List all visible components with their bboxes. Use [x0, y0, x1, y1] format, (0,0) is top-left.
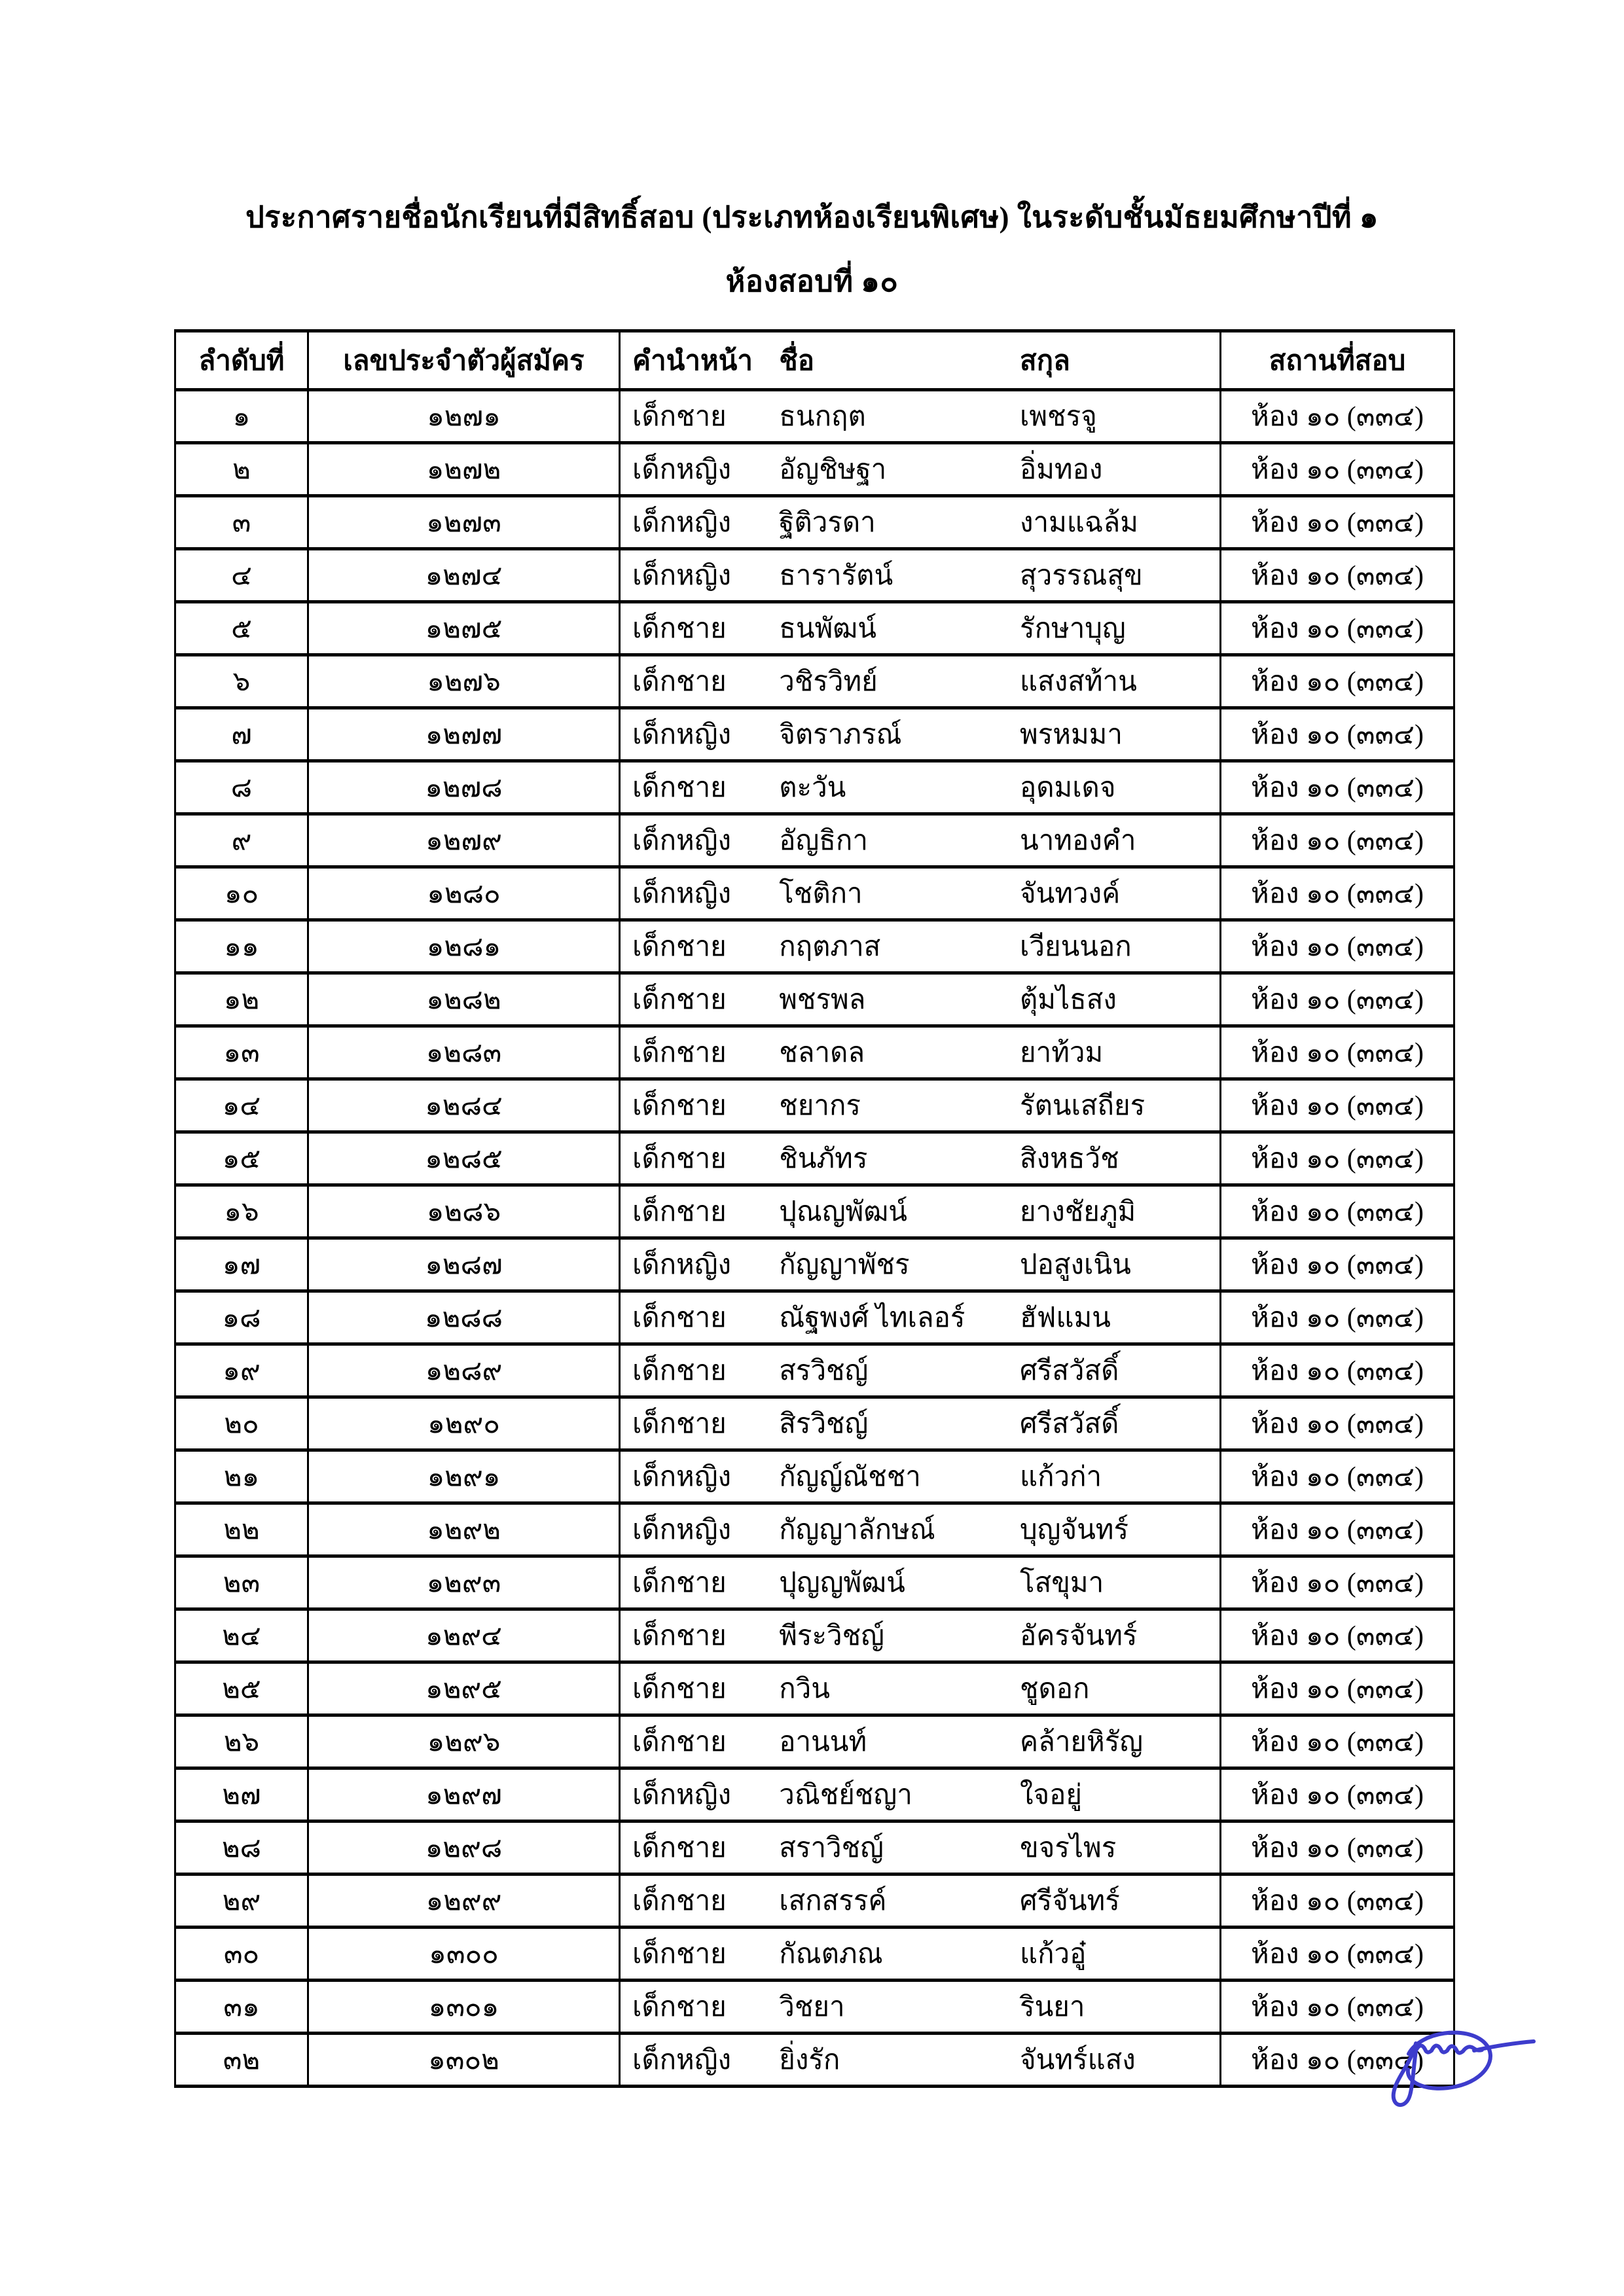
cell-last-name: แสงสท้าน: [1020, 667, 1137, 697]
table-row: [175, 1344, 1454, 1397]
table-row: [175, 1397, 1454, 1450]
cell-exam-location: ห้อง ๑๐ (๓๓๔): [1221, 1981, 1454, 2034]
cell-name-group: [620, 1503, 1221, 1556]
cell-exam-location: ห้อง ๑๐ (๓๓๔): [1221, 2034, 1454, 2087]
cell-prefix: เด็กหญิง: [632, 1515, 732, 1545]
cell-last-name: โสขุมา: [1020, 1568, 1104, 1598]
cell-name-group: [620, 549, 1221, 602]
cell-applicant-id: ๑๒๘๒: [308, 973, 620, 1026]
cell-prefix: เด็กชาย: [632, 985, 727, 1015]
cell-no: ๑๘: [175, 1291, 308, 1344]
cell-name-group: [620, 1662, 1221, 1715]
cell-applicant-id: ๑๒๙๗: [308, 1768, 620, 1821]
cell-applicant-id: ๑๒๘๖: [308, 1185, 620, 1238]
cell-no: ๘: [175, 761, 308, 814]
cell-applicant-id: ๑๒๗๘: [308, 761, 620, 814]
cell-last-name: พรหมมา: [1020, 720, 1123, 750]
cell-no: ๙: [175, 814, 308, 867]
cell-no: ๔: [175, 549, 308, 602]
cell-last-name: ศรีสวัสดิ์: [1020, 1356, 1119, 1386]
cell-first-name: ธนกฤต: [779, 402, 866, 432]
table-row: [175, 1238, 1454, 1291]
cell-last-name: คล้ายหิรัญ: [1020, 1727, 1144, 1757]
cell-name-group: [620, 1026, 1221, 1079]
table-row: [175, 1132, 1454, 1185]
cell-name-group: [620, 1821, 1221, 1874]
cell-applicant-id: ๑๒๗๙: [308, 814, 620, 867]
cell-name-group: [620, 1609, 1221, 1662]
cell-last-name: ขจรไพร: [1020, 1833, 1117, 1863]
cell-last-name: เวียนนอก: [1020, 932, 1132, 962]
table-row: [175, 2034, 1454, 2087]
cell-last-name: ศรีสวัสดิ์: [1020, 1409, 1119, 1439]
cell-first-name: กวิน: [779, 1674, 830, 1704]
cell-first-name: เสกสรรค์: [779, 1886, 887, 1916]
table-row: [175, 761, 1454, 814]
cell-first-name: กัญญาลักษณ์: [779, 1515, 935, 1545]
cell-prefix: เด็กชาย: [632, 667, 727, 697]
cell-last-name: นาทองคำ: [1020, 826, 1136, 856]
cell-no: ๓๑: [175, 1981, 308, 2034]
cell-prefix: เด็กชาย: [632, 1674, 727, 1704]
cell-applicant-id: ๑๒๙๕: [308, 1662, 620, 1715]
cell-applicant-id: ๑๒๗๑: [308, 390, 620, 443]
cell-name-group: [620, 1981, 1221, 2034]
cell-prefix: เด็กชาย: [632, 614, 727, 644]
cell-last-name: อัครจันทร์: [1020, 1621, 1138, 1651]
cell-name-group: [620, 973, 1221, 1026]
cell-exam-location: ห้อง ๑๐ (๓๓๔): [1221, 602, 1454, 655]
cell-first-name: วณิชย์ชญา: [779, 1780, 912, 1810]
cell-last-name: แก้วอู๋: [1020, 1939, 1087, 1969]
cell-prefix: เด็กชาย: [632, 1038, 727, 1068]
table-row: [175, 708, 1454, 761]
cell-last-name: ชูดอก: [1020, 1674, 1090, 1704]
cell-name-group: [620, 1132, 1221, 1185]
cell-last-name: รัตนเสถียร: [1020, 1091, 1146, 1121]
title-line-1: ประกาศรายชื่อนักเรียนที่มีสิทธิ์สอบ (ประเภทห้องเรียนพิเศษ) ในระดับชั้นมัธยมศึกษาปีที่ ๑: [245, 201, 1379, 234]
cell-applicant-id: ๑๒๗๖: [308, 655, 620, 708]
cell-prefix: เด็กชาย: [632, 1886, 727, 1916]
cell-last-name: รินยา: [1020, 1992, 1085, 2022]
cell-applicant-id: ๑๒๙๐: [308, 1397, 620, 1450]
header-name-group: [620, 331, 1221, 390]
cell-exam-location: ห้อง ๑๐ (๓๓๔): [1221, 1503, 1454, 1556]
table-row: [175, 1026, 1454, 1079]
table-row: [175, 1874, 1454, 1928]
cell-prefix: เด็กชาย: [632, 1303, 727, 1333]
header-exam-location: สถานที่สอบ: [1221, 331, 1454, 390]
cell-applicant-id: ๑๒๙๙: [308, 1874, 620, 1928]
cell-last-name: ใจอยู่: [1020, 1780, 1082, 1810]
cell-first-name: กัณตภณ: [779, 1939, 883, 1969]
table-row: [175, 1503, 1454, 1556]
cell-exam-location: ห้อง ๑๐ (๓๓๔): [1221, 1768, 1454, 1821]
cell-name-group: [620, 602, 1221, 655]
cell-name-group: [620, 1079, 1221, 1132]
cell-exam-location: ห้อง ๑๐ (๓๓๔): [1221, 443, 1454, 496]
header-prefix: คำนำหน้า: [632, 346, 753, 376]
cell-first-name: ฐิติวรดา: [779, 508, 876, 538]
cell-applicant-id: ๑๒๘๓: [308, 1026, 620, 1079]
cell-no: ๑๐: [175, 867, 308, 920]
cell-last-name: ยาท้วม: [1020, 1038, 1104, 1068]
cell-last-name: แก้วก่า: [1020, 1462, 1102, 1492]
cell-exam-location: ห้อง ๑๐ (๓๓๔): [1221, 390, 1454, 443]
cell-exam-location: ห้อง ๑๐ (๓๓๔): [1221, 1185, 1454, 1238]
cell-prefix: เด็กชาย: [632, 773, 727, 803]
cell-last-name: ฮัฟแมน: [1020, 1303, 1111, 1333]
cell-first-name: ตะวัน: [779, 773, 846, 803]
cell-last-name: จันทวงค์: [1020, 879, 1121, 909]
cell-no: ๒: [175, 443, 308, 496]
table-row: [175, 1079, 1454, 1132]
cell-first-name: อานนท์: [779, 1727, 867, 1757]
cell-applicant-id: ๑๒๙๒: [308, 1503, 620, 1556]
cell-no: ๖: [175, 655, 308, 708]
cell-no: ๑๔: [175, 1079, 308, 1132]
table-row: [175, 920, 1454, 973]
cell-prefix: เด็กชาย: [632, 1409, 727, 1439]
cell-exam-location: ห้อง ๑๐ (๓๓๔): [1221, 814, 1454, 867]
cell-first-name: ณัฐพงศ์ ไทเลอร์: [779, 1303, 965, 1333]
cell-applicant-id: ๑๒๙๔: [308, 1609, 620, 1662]
cell-first-name: สราวิชญ์: [779, 1833, 884, 1863]
cell-first-name: วชิรวิทย์: [779, 667, 878, 697]
cell-first-name: กฤตภาส: [779, 932, 881, 962]
cell-prefix: เด็กหญิง: [632, 1250, 732, 1280]
cell-first-name: ยิ่งรัก: [779, 2045, 840, 2075]
cell-no: ๑๙: [175, 1344, 308, 1397]
title-line-2: ห้องสอบที่ ๑๐: [725, 265, 899, 298]
cell-last-name: รักษาบุญ: [1020, 614, 1126, 644]
cell-first-name: สรวิชญ์: [779, 1356, 869, 1386]
cell-exam-location: ห้อง ๑๐ (๓๓๔): [1221, 1556, 1454, 1609]
cell-last-name: จันทร์แสง: [1020, 2045, 1136, 2075]
cell-no: ๑๗: [175, 1238, 308, 1291]
cell-exam-location: ห้อง ๑๐ (๓๓๔): [1221, 1450, 1454, 1503]
cell-no: ๑๒: [175, 973, 308, 1026]
cell-last-name: เพชรจู: [1020, 402, 1097, 432]
cell-name-group: [620, 920, 1221, 973]
cell-applicant-id: ๑๒๘๕: [308, 1132, 620, 1185]
cell-first-name: สิรวิชญ์: [779, 1409, 869, 1439]
table-row: [175, 1981, 1454, 2034]
cell-prefix: เด็กหญิง: [632, 455, 732, 485]
cell-name-group: [620, 1397, 1221, 1450]
cell-no: ๒๕: [175, 1662, 308, 1715]
table-row: [175, 549, 1454, 602]
cell-name-group: [620, 867, 1221, 920]
cell-no: ๒๓: [175, 1556, 308, 1609]
document-title: [0, 185, 1624, 314]
table-row: [175, 1450, 1454, 1503]
cell-last-name: ปอสูงเนิน: [1020, 1250, 1131, 1280]
cell-last-name: อุดมเดจ: [1020, 773, 1116, 803]
cell-first-name: อัญธิกา: [779, 826, 868, 856]
cell-prefix: เด็กชาย: [632, 1939, 727, 1969]
cell-no: ๑๕: [175, 1132, 308, 1185]
cell-first-name: ธนพัฒน์: [779, 614, 876, 644]
header-no: ลำดับที่: [175, 331, 308, 390]
cell-first-name: ปุณญพัฒน์: [779, 1197, 907, 1227]
cell-no: ๓๐: [175, 1928, 308, 1981]
cell-exam-location: ห้อง ๑๐ (๓๓๔): [1221, 1344, 1454, 1397]
cell-prefix: เด็กหญิง: [632, 1780, 732, 1810]
cell-no: ๓: [175, 496, 308, 549]
cell-exam-location: ห้อง ๑๐ (๓๓๔): [1221, 1715, 1454, 1768]
table-row: [175, 867, 1454, 920]
cell-applicant-id: ๑๒๘๙: [308, 1344, 620, 1397]
cell-no: ๒๘: [175, 1821, 308, 1874]
cell-first-name: โชติกา: [779, 879, 863, 909]
cell-name-group: [620, 1928, 1221, 1981]
cell-prefix: เด็กหญิง: [632, 720, 732, 750]
cell-no: ๒๐: [175, 1397, 308, 1450]
cell-exam-location: ห้อง ๑๐ (๓๓๔): [1221, 1132, 1454, 1185]
cell-name-group: [620, 1874, 1221, 1928]
cell-prefix: เด็กหญิง: [632, 561, 732, 591]
cell-prefix: เด็กชาย: [632, 1621, 727, 1651]
cell-applicant-id: ๑๒๗๔: [308, 549, 620, 602]
cell-exam-location: ห้อง ๑๐ (๓๓๔): [1221, 549, 1454, 602]
cell-prefix: เด็กชาย: [632, 1356, 727, 1386]
cell-prefix: เด็กชาย: [632, 1197, 727, 1227]
cell-applicant-id: ๑๒๗๕: [308, 602, 620, 655]
cell-exam-location: ห้อง ๑๐ (๓๓๔): [1221, 1026, 1454, 1079]
cell-exam-location: ห้อง ๑๐ (๓๓๔): [1221, 708, 1454, 761]
cell-prefix: เด็กหญิง: [632, 879, 732, 909]
cell-exam-location: ห้อง ๑๐ (๓๓๔): [1221, 867, 1454, 920]
cell-applicant-id: ๑๒๙๓: [308, 1556, 620, 1609]
cell-applicant-id: ๑๓๐๑: [308, 1981, 620, 2034]
cell-exam-location: ห้อง ๑๐ (๓๓๔): [1221, 1079, 1454, 1132]
cell-no: ๗: [175, 708, 308, 761]
header-last-name: สกุล: [1020, 346, 1070, 376]
cell-prefix: เด็กชาย: [632, 1568, 727, 1598]
cell-name-group: [620, 1344, 1221, 1397]
cell-exam-location: ห้อง ๑๐ (๓๓๔): [1221, 655, 1454, 708]
cell-first-name: กัญญ์ณัชชา: [779, 1462, 921, 1492]
cell-prefix: เด็กชาย: [632, 1144, 727, 1174]
cell-applicant-id: ๑๒๘๑: [308, 920, 620, 973]
cell-prefix: เด็กชาย: [632, 1727, 727, 1757]
cell-exam-location: ห้อง ๑๐ (๓๓๔): [1221, 1397, 1454, 1450]
cell-no: ๑๓: [175, 1026, 308, 1079]
cell-exam-location: ห้อง ๑๐ (๓๓๔): [1221, 920, 1454, 973]
cell-first-name: พชรพล: [779, 985, 866, 1015]
cell-applicant-id: ๑๒๙๑: [308, 1450, 620, 1503]
cell-name-group: [620, 1450, 1221, 1503]
cell-first-name: วิชยา: [779, 1992, 845, 2022]
cell-name-group: [620, 1715, 1221, 1768]
cell-name-group: [620, 443, 1221, 496]
cell-last-name: ตุ้มไธสง: [1020, 985, 1117, 1015]
cell-first-name: ชินภัทร: [779, 1144, 868, 1174]
cell-last-name: สิงหธวัช: [1020, 1144, 1119, 1174]
cell-exam-location: ห้อง ๑๐ (๓๓๔): [1221, 1874, 1454, 1928]
table-row: [175, 1662, 1454, 1715]
table-row: [175, 496, 1454, 549]
header-first-name: ชื่อ: [779, 346, 814, 376]
cell-no: ๑๖: [175, 1185, 308, 1238]
cell-applicant-id: ๑๓๐๒: [308, 2034, 620, 2087]
cell-applicant-id: ๑๒๘๘: [308, 1291, 620, 1344]
cell-applicant-id: ๑๒๘๗: [308, 1238, 620, 1291]
cell-last-name: ยางชัยภูมิ: [1020, 1197, 1136, 1227]
cell-exam-location: ห้อง ๑๐ (๓๓๔): [1221, 1291, 1454, 1344]
cell-exam-location: ห้อง ๑๐ (๓๓๔): [1221, 1609, 1454, 1662]
cell-first-name: จิตราภรณ์: [779, 720, 902, 750]
table-row: [175, 1821, 1454, 1874]
cell-applicant-id: ๑๒๙๖: [308, 1715, 620, 1768]
table-row: [175, 814, 1454, 867]
cell-first-name: อัญชิษฐา: [779, 455, 887, 485]
cell-prefix: เด็กหญิง: [632, 508, 732, 538]
cell-prefix: เด็กชาย: [632, 1833, 727, 1863]
cell-prefix: เด็กหญิง: [632, 1462, 732, 1492]
table-row: [175, 1291, 1454, 1344]
cell-exam-location: ห้อง ๑๐ (๓๓๔): [1221, 1928, 1454, 1981]
cell-prefix: เด็กหญิง: [632, 2045, 732, 2075]
table-row: [175, 973, 1454, 1026]
cell-name-group: [620, 1238, 1221, 1291]
cell-exam-location: ห้อง ๑๐ (๓๓๔): [1221, 973, 1454, 1026]
cell-name-group: [620, 1185, 1221, 1238]
cell-name-group: [620, 655, 1221, 708]
cell-name-group: [620, 496, 1221, 549]
cell-last-name: งามแฉล้ม: [1020, 508, 1138, 538]
table-header-row: [175, 331, 1454, 390]
cell-exam-location: ห้อง ๑๐ (๓๓๔): [1221, 496, 1454, 549]
cell-exam-location: ห้อง ๑๐ (๓๓๔): [1221, 1662, 1454, 1715]
table-row: [175, 1609, 1454, 1662]
cell-name-group: [620, 814, 1221, 867]
cell-first-name: ปุญญพัฒน์: [779, 1568, 905, 1598]
cell-exam-location: ห้อง ๑๐ (๓๓๔): [1221, 1238, 1454, 1291]
cell-no: ๑๑: [175, 920, 308, 973]
table-body: [175, 390, 1454, 2087]
cell-no: ๑: [175, 390, 308, 443]
cell-name-group: [620, 1556, 1221, 1609]
cell-prefix: เด็กชาย: [632, 1992, 727, 2022]
cell-first-name: ชลาดล: [779, 1038, 865, 1068]
table-row: [175, 1185, 1454, 1238]
cell-applicant-id: ๑๒๙๘: [308, 1821, 620, 1874]
cell-applicant-id: ๑๒๗๒: [308, 443, 620, 496]
table-row: [175, 1556, 1454, 1609]
cell-first-name: กัญญาพัชร: [779, 1250, 910, 1280]
cell-first-name: ธารารัตน์: [779, 561, 893, 591]
cell-prefix: เด็กชาย: [632, 932, 727, 962]
cell-no: ๒๗: [175, 1768, 308, 1821]
cell-last-name: บุญจันทร์: [1020, 1515, 1129, 1545]
cell-no: ๒๒: [175, 1503, 308, 1556]
cell-name-group: [620, 1291, 1221, 1344]
cell-applicant-id: ๑๒๗๗: [308, 708, 620, 761]
cell-name-group: [620, 708, 1221, 761]
cell-name-group: [620, 1768, 1221, 1821]
cell-applicant-id: ๑๒๘๔: [308, 1079, 620, 1132]
table-row: [175, 1768, 1454, 1821]
cell-no: ๓๒: [175, 2034, 308, 2087]
cell-name-group: [620, 2034, 1221, 2087]
cell-applicant-id: ๑๒๗๓: [308, 496, 620, 549]
cell-name-group: [620, 390, 1221, 443]
table-row: [175, 655, 1454, 708]
table-row: [175, 443, 1454, 496]
cell-no: ๕: [175, 602, 308, 655]
cell-exam-location: ห้อง ๑๐ (๓๓๔): [1221, 761, 1454, 814]
table-row: [175, 1928, 1454, 1981]
cell-first-name: พีระวิชญ์: [779, 1621, 884, 1651]
cell-applicant-id: ๑๓๐๐: [308, 1928, 620, 1981]
cell-prefix: เด็กชาย: [632, 402, 727, 432]
cell-prefix: เด็กชาย: [632, 1091, 727, 1121]
table-row: [175, 390, 1454, 443]
cell-no: ๒๙: [175, 1874, 308, 1928]
cell-no: ๒๖: [175, 1715, 308, 1768]
table-row: [175, 1715, 1454, 1768]
cell-applicant-id: ๑๒๘๐: [308, 867, 620, 920]
cell-last-name: สุวรรณสุข: [1020, 561, 1143, 591]
cell-first-name: ชยากร: [779, 1091, 861, 1121]
student-roster-table: [174, 329, 1455, 2088]
cell-last-name: อิ่มทอง: [1020, 455, 1103, 485]
cell-name-group: [620, 761, 1221, 814]
header-applicant-id: เลขประจำตัวผู้สมัคร: [308, 331, 620, 390]
cell-no: ๒๑: [175, 1450, 308, 1503]
cell-no: ๒๔: [175, 1609, 308, 1662]
cell-exam-location: ห้อง ๑๐ (๓๓๔): [1221, 1821, 1454, 1874]
table-row: [175, 602, 1454, 655]
cell-last-name: ศรีจันทร์: [1020, 1886, 1120, 1916]
cell-prefix: เด็กหญิง: [632, 826, 732, 856]
